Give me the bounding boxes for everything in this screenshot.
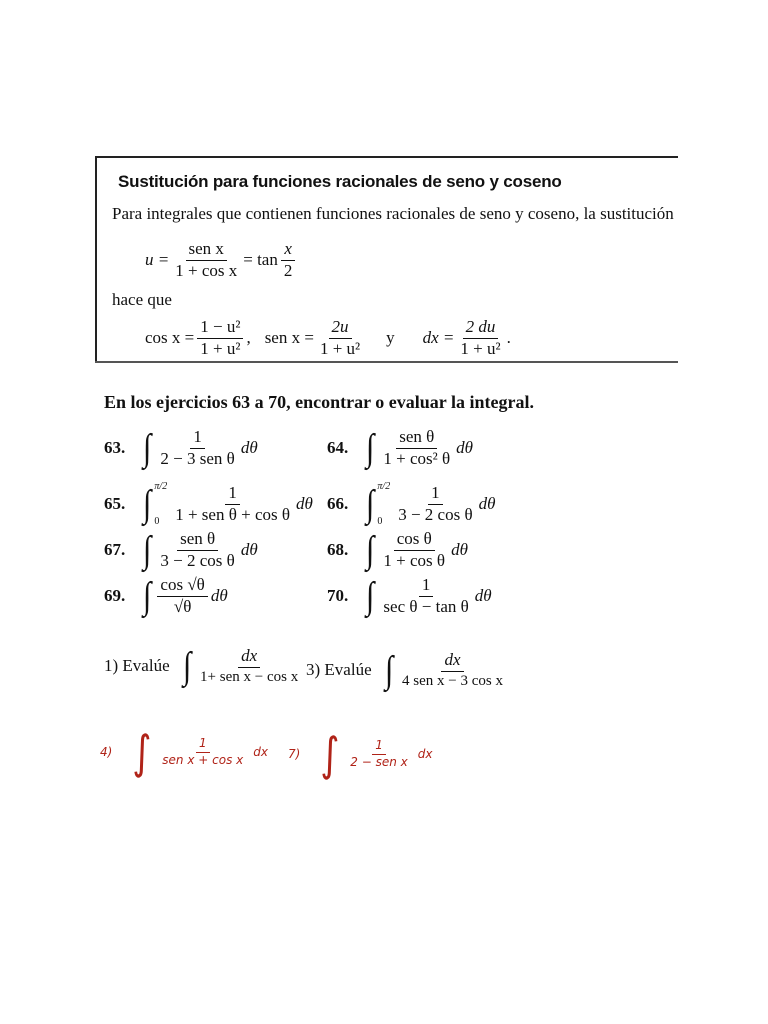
integral-sign: ∫ <box>143 575 152 618</box>
u-fraction <box>172 240 240 280</box>
box-bottom-border <box>95 361 678 363</box>
box-intro: Para integrales que contienen funciones racionales de seno y coseno, la sustitución <box>112 204 674 223</box>
upper-limit: π/2 <box>154 481 168 492</box>
exercise-numerator: sen θ <box>177 530 218 551</box>
exercise-differential: dθ <box>451 540 468 560</box>
exercise-denominator: 2 − 3 sen θ <box>160 448 235 468</box>
exercise-number: 68. <box>327 540 349 560</box>
exercise-64 <box>327 428 473 468</box>
integral-sign: ∫ <box>182 645 191 688</box>
sen-lhs: sen x = <box>264 328 314 348</box>
integral-sign: ∫ <box>366 575 375 618</box>
lower-limit: 0 <box>377 516 383 527</box>
problem-4-denominator: sen x + cos x <box>162 752 244 767</box>
exercise-68 <box>327 530 468 570</box>
exercise-differential: dθ <box>474 586 492 606</box>
exercise-differential: dθ <box>240 438 258 458</box>
exercise-70 <box>327 576 492 616</box>
box-top-border <box>95 156 678 158</box>
exercise-63 <box>104 428 258 468</box>
problem-7-label: 7) <box>288 747 301 761</box>
tan-fraction <box>281 240 296 280</box>
exercise-67 <box>104 530 258 570</box>
exercise-numerator: cos θ <box>394 530 435 551</box>
exercise-numerator: 1 <box>419 576 434 597</box>
exercise-differential: dθ <box>296 494 313 513</box>
dx-fraction <box>457 318 503 358</box>
exercise-65 <box>104 481 313 527</box>
exercise-numerator: 1 <box>428 484 443 505</box>
integral-sign: ∫ <box>132 725 152 779</box>
tan-denominator: 2 <box>283 260 293 280</box>
integral-sign: ∫ <box>384 649 393 692</box>
u-eq-tan: = tan <box>243 250 278 270</box>
problem-7-differential: dx <box>417 747 433 761</box>
integral-limits <box>377 481 390 527</box>
exercise-number: 69. <box>104 586 126 606</box>
exercise-denominator: √θ <box>173 596 192 616</box>
integral-sign: ∫ <box>143 427 152 470</box>
integral-sign: ∫ <box>366 529 375 572</box>
sen-numerator: 2u <box>329 318 352 339</box>
exercise-number: 63. <box>104 438 126 458</box>
exercise-denominator: 1 + cos² θ <box>383 448 451 468</box>
cos-separator: , <box>246 328 251 348</box>
cos-numerator: 1 − u² <box>197 318 243 339</box>
integral-sign: ∫ <box>143 529 152 572</box>
exercise-numerator: 1 <box>190 428 205 449</box>
u-denominator: 1 + cos x <box>175 260 238 280</box>
lower-limit: 0 <box>154 516 160 527</box>
exercise-66 <box>327 481 495 527</box>
exercise-differential: dθ <box>456 438 474 458</box>
exercise-denominator: 1 + sen θ + cos θ <box>175 504 291 524</box>
dx-numerator: 2 du <box>463 318 499 339</box>
upper-limit: π/2 <box>377 481 391 492</box>
problem-4-numerator: 1 <box>196 737 210 752</box>
tan-numerator: x <box>281 240 295 261</box>
problem-3-denominator: 4 sen x − 3 cos x <box>402 672 503 689</box>
exercise-number: 65. <box>104 494 126 513</box>
exercise-differential: dθ <box>240 540 258 560</box>
dx-end: . <box>506 328 511 348</box>
problem-1-denominator: 1+ sen x − cos x <box>200 668 299 685</box>
exercise-numerator: 1 <box>225 484 240 505</box>
problem-3-label: 3) Evalúe <box>306 660 372 680</box>
exercise-differential: dθ <box>478 494 496 513</box>
integral-limits <box>154 481 167 527</box>
problem-7-handwritten <box>288 727 433 781</box>
exercise-numerator: cos √θ <box>157 576 207 597</box>
box-left-border <box>95 156 97 362</box>
exercise-69 <box>104 576 228 616</box>
exercise-number: 67. <box>104 540 126 560</box>
identities-formula <box>145 318 511 358</box>
u-substitution-formula <box>145 240 298 280</box>
problem-4-label: 4) <box>100 745 113 759</box>
exercise-denominator: 3 − 2 cos θ <box>398 504 473 524</box>
sen-fraction <box>317 318 363 358</box>
problem-4-handwritten <box>100 725 268 779</box>
exercise-number: 66. <box>327 494 349 513</box>
y-conjunction: y <box>386 328 395 348</box>
sen-denominator: 1 + u² <box>319 338 361 358</box>
problem-7-denominator: 2 − sen x <box>350 754 408 769</box>
integral-sign: ∫ <box>366 427 375 470</box>
exercise-number: 64. <box>327 438 349 458</box>
problem-1 <box>104 645 304 688</box>
problem-4-differential: dx <box>253 745 268 759</box>
exercise-denominator: sec θ − tan θ <box>383 596 469 616</box>
hace-que-text: hace que <box>112 290 172 309</box>
dx-lhs: dx = <box>422 328 455 348</box>
u-lhs: u = <box>145 250 170 270</box>
dx-denominator: 1 + u² <box>460 338 501 358</box>
exercises-heading: En los ejercicios 63 a 70, encontrar o evaluar la integral. <box>104 392 534 412</box>
problem-1-numerator: dx <box>238 647 260 668</box>
u-numerator: sen x <box>186 240 227 261</box>
problem-7-numerator: 1 <box>372 739 386 754</box>
problem-1-label: 1) Evalúe <box>104 656 170 676</box>
problem-3-numerator: dx <box>441 651 463 672</box>
box-title: Sustitución para funciones racionales de seno y coseno <box>118 172 562 191</box>
exercise-denominator: 3 − 2 cos θ <box>160 550 235 570</box>
exercise-denominator: 1 + cos θ <box>383 550 446 570</box>
cos-lhs: cos x = <box>145 328 195 348</box>
exercise-numerator: sen θ <box>396 428 437 449</box>
problem-3 <box>306 649 509 692</box>
integral-sign: ∫ <box>320 727 340 781</box>
cos-fraction <box>197 318 243 358</box>
integral-sign: ∫ <box>143 483 152 525</box>
cos-denominator: 1 + u² <box>200 338 241 358</box>
exercise-differential: dθ <box>210 586 228 606</box>
exercise-number: 70. <box>327 586 349 606</box>
integral-sign: ∫ <box>366 483 375 525</box>
